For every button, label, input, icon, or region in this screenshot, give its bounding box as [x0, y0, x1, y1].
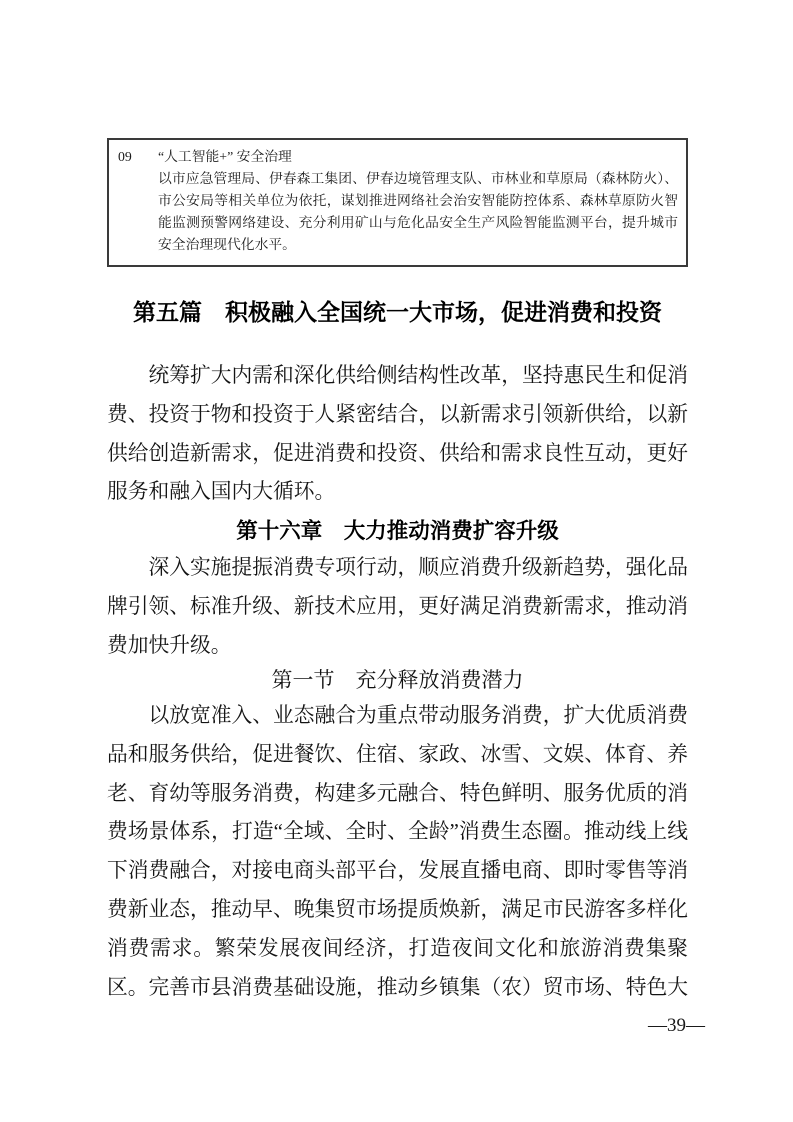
- chapter-heading: 第十六章 大力推动消费扩容升级: [236, 519, 559, 543]
- initiative-description: 以市应急管理局、伊春森工集团、伊春边境管理支队、市林业和草原局（森林防火）、市公安局等相关单位为依托，谋划推进网络社会治安智能防控体系、森林草原防火智能监测预警网络建设、充分利用矿山与危化品安全生产风险智能监测平台，提升城市安全治理现代化水平。: [158, 171, 678, 252]
- initiative-title: “人工智能+” 安全治理: [158, 149, 292, 164]
- initiative-number: 09: [118, 149, 132, 164]
- section-heading: 第一节 充分释放消费潜力: [271, 668, 524, 692]
- page-number: —39—: [648, 1015, 705, 1036]
- section-body-paragraph: 以放宽准入、业态融合为重点带动服务消费，扩大优质消费品和服务供给，促进餐饮、住宿、家政、冰雪、文娱、体育、养老、育幼等服务消费，构建多元融合、特色鲜明、服务优质的消费场景体系，打造“全域、全时、全龄”消费生态圈。推动线上线下消费融合，对接电商头部平台，发展直播电商、即时零售等消费新业态，推动早、晚集贸市场提质焕新，满足市民游客多样化消费需求。繁荣发展夜间经济，打造夜间文化和旅游消费集聚区。完善市县消费基础设施，推动乡镇集（农）贸市场、特色大: [107, 705, 689, 999]
- ai-initiative-box: [107, 138, 688, 267]
- initiative-content: [158, 146, 678, 256]
- chapter-intro-paragraph: 深入实施提振消费专项行动，顺应消费升级新趋势，强化品牌引领、标准升级、新技术应用，更好满足消费新需求，推动消费加快升级。: [107, 557, 689, 657]
- ai-initiative-row: [118, 146, 678, 256]
- part-heading: 第五篇 积极融入全国统一大市场，促进消费和投资: [133, 299, 662, 325]
- part-intro-paragraph: 统筹扩大内需和深化供给侧结构性改革，坚持惠民生和促消费、投资于物和投资于人紧密结合，以新需求引领新供给，以新供给创造新需求，促进消费和投资、供给和需求良性互动，更好服务和融入国内大循环。: [107, 365, 689, 504]
